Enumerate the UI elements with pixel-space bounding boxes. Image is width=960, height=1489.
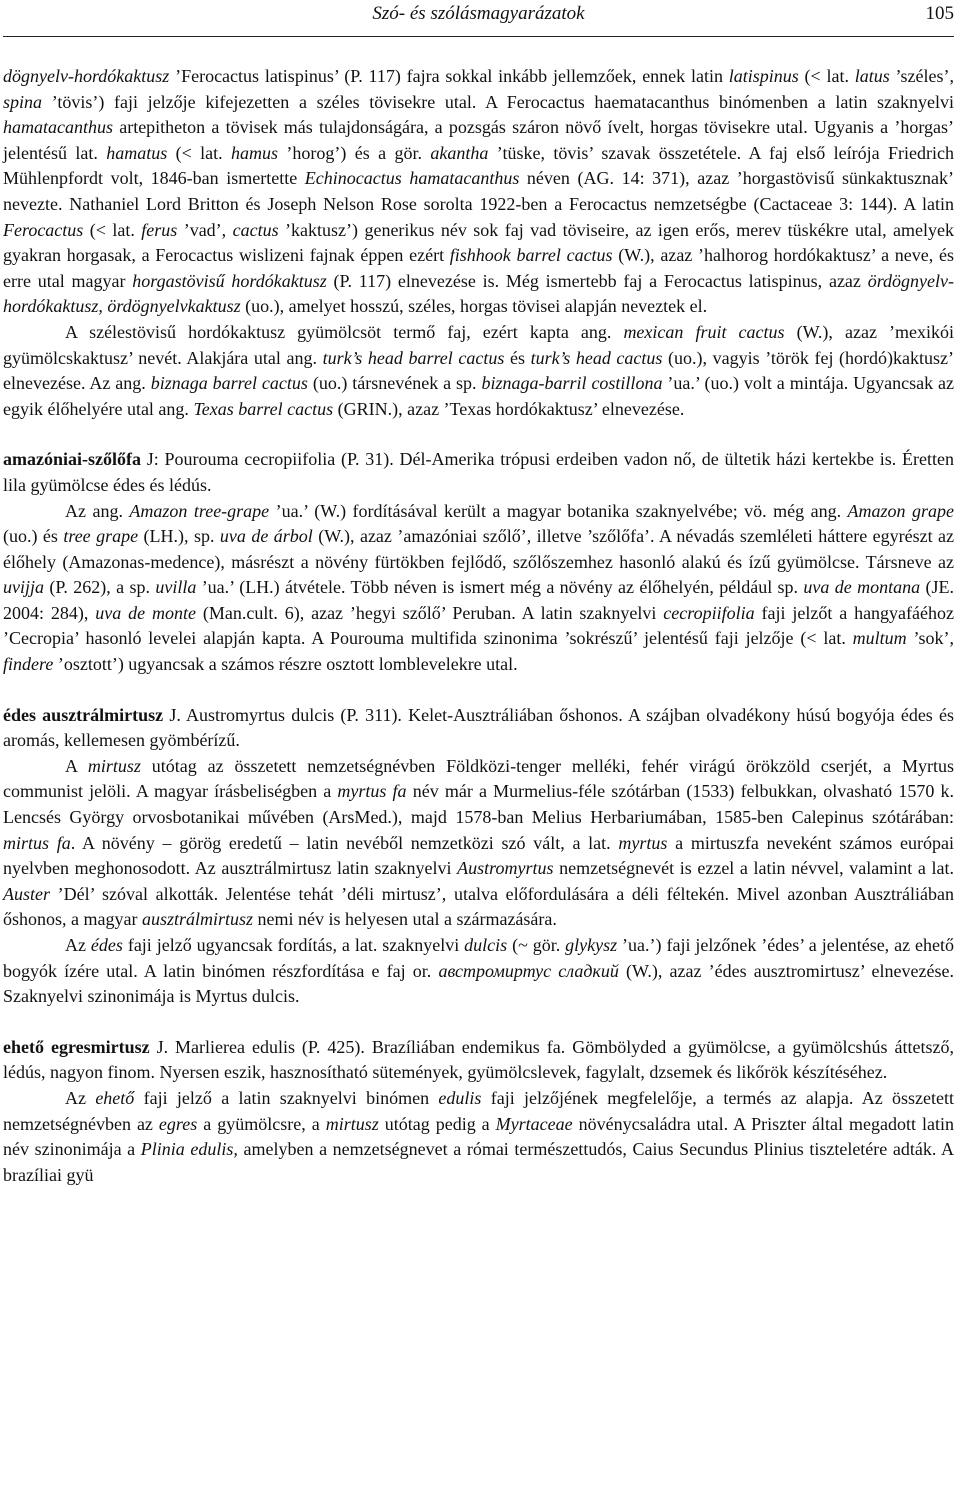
- text-run: (W.), azaz ’mexikói gyümölcskaktusz’ nevét. Alakjára utal ang.: [3, 321, 954, 368]
- body-text: [3, 37, 954, 1188]
- italic-term: uva de montana: [803, 577, 921, 598]
- italic-term: Texas barrel cactus: [193, 398, 334, 419]
- entry-headword: amazóniai-szőlőfa: [3, 449, 141, 470]
- italic-term: австромиртус сладкий: [438, 960, 619, 981]
- italic-term: horgastövisű hordókaktusz: [132, 270, 327, 291]
- text-run: Az: [65, 1087, 96, 1108]
- italic-term: akantha: [430, 142, 489, 163]
- italic-term: mexican fruit cactus: [623, 321, 785, 342]
- italic-term: cecropiifolia: [663, 602, 755, 623]
- text-run: ’Ferocactus latispinus’ (P. 117) fajra sokkal inkább jellemzőek, ennek latin: [169, 66, 729, 86]
- italic-term: uva de árbol: [219, 526, 313, 547]
- italic-term: mirtusz: [325, 1113, 379, 1134]
- text-run: (< lat.: [798, 66, 855, 86]
- italic-term: uva de monte: [95, 602, 196, 623]
- text-run: (~ gör.: [507, 935, 566, 955]
- text-run: ’sok’,: [906, 628, 955, 649]
- text-run: ’kaktusz’) generikus név sok faj vad töviseire, az igen erős, merev tüskékre utal, amelyek gyakran horgasak, a Ferocactus wislizeni fajnak éppen ezért: [3, 219, 954, 266]
- text-run: nemi név is helyesen utal a származására.: [253, 909, 557, 930]
- text-run: ’ua.’ (uo.) volt a mintája. Ugyancsak az egyik élőhelyére utal ang.: [3, 373, 955, 419]
- italic-term: tree grape: [63, 526, 139, 547]
- italic-term: édes: [90, 935, 123, 955]
- text-run: (JE. 2004: 284),: [3, 577, 954, 623]
- text-run: (uo.), vagyis ’török fej (hordó)kaktusz’ elnevezése. Az ang.: [3, 347, 955, 394]
- italic-term: findere: [3, 654, 54, 675]
- italic-term: mirtus fa: [3, 832, 71, 853]
- italic-term: hamus: [231, 142, 279, 163]
- text-run: nemzetségnevét is ezzel a latin névvel, valamint a lat.: [553, 858, 954, 879]
- italic-term: dulcis: [464, 935, 508, 955]
- text-run: utótag az összetett nemzetségnévben Földközi-tenger melléki, fehér virágú örökzöld cserjét, a Myrtus communist jelöli. A magyar írásbeliségben a: [3, 755, 954, 802]
- text-run: ’széles’,: [889, 66, 955, 86]
- text-run: ’tövis’) faji jelzője kifejezetten a széles tövisekre utal. A Ferocactus haematacanthus binómenben a latin szaknyelvi: [42, 91, 954, 112]
- paragraph: [3, 499, 954, 678]
- italic-term: uvilla: [155, 577, 197, 598]
- italic-term: Ferocactus: [3, 219, 84, 240]
- text-run: J. Austromyrtus dulcis (P. 311). Kelet-Ausztráliában őshonos. A szájban olvadékony húsú bogyója édes és aromás, kellemesen gyömbérízű.: [3, 704, 954, 751]
- italic-term: Myrtaceae: [495, 1113, 573, 1134]
- dictionary-entry: [3, 1035, 954, 1086]
- text-run: faji jelzőjének megfelelője, a termés az alapja. Az összetett nemzetségnévben az: [3, 1087, 955, 1134]
- italic-term: myrtus fa: [337, 781, 407, 802]
- text-run: amelyben a nemzetségnevet a római természettudós, Caius Secundus Plinius tiszteletére adták. A brazíliai gyü: [3, 1139, 954, 1185]
- entry-headword: ehető egresmirtusz: [3, 1036, 150, 1057]
- italic-term: ausztrálmirtusz: [141, 909, 254, 930]
- text-run: artepitheton a tövisek más tulajdonságára, a pozsgás száron növő ívelt, horgas tövisekre utal. Ugyanis a ’horgas’ jelentésű lat.: [3, 117, 954, 163]
- italic-term: Austromyrtus: [457, 858, 554, 879]
- italic-term: biznaga-barril costillona: [481, 373, 663, 394]
- text-run: (uo.), amelyet hosszú, széles, horgas tövisei alapján neveztek el.: [240, 296, 708, 317]
- italic-term: myrtus: [618, 832, 668, 853]
- italic-term: mirtusz: [87, 755, 141, 776]
- italic-term: turk’s head barrel cactus: [322, 347, 505, 368]
- text-run: ’ua.’ (W.) fordításával került a magyar botanika szaknyelvébe; vö. még ang.: [269, 500, 848, 521]
- text-run: a gyümölcsre, a: [197, 1113, 326, 1134]
- text-run: ’vad’,: [177, 219, 233, 240]
- text-run: A: [65, 755, 88, 776]
- italic-term: cactus: [232, 219, 279, 240]
- paragraph: [3, 64, 954, 320]
- text-run: faji jelző a latin szaknyelvi binómen: [134, 1087, 439, 1108]
- running-head: [3, 0, 954, 37]
- text-run: (uo.) társnevének a sp.: [307, 373, 482, 394]
- text-run: . A növény – görög eredetű – latin nevéből nemzetközi szó vált, a lat.: [70, 832, 619, 853]
- text-run: (Man.cult. 6), azaz ’hegyi szőlő’ Peruban. A latin szaknyelvi: [195, 602, 664, 623]
- text-run: ’ua.’ (LH.) átvétele. Több néven is ismert még a növény az élőhelyén, például sp.: [196, 577, 804, 598]
- italic-term: latus: [854, 66, 890, 86]
- text-run: J. Marlierea edulis (P. 425). Brazíliában endemikus fa. Gömbölyded a gyümölcse, a gyümölcshús áttetsző, lédús, nagyon finom. Nyersen eszik, hasznosítható sütemények, gyümölcslevek, fagylalt, dzsemek és likőrök készítéséhez.: [3, 1036, 954, 1083]
- text-run: (W.), azaz ’halhorog hordókaktusz’ a neve, és erre utal magyar: [3, 245, 955, 291]
- text-run: növénycsaládra utal. A Priszter által megadott latin név szinonimája a: [3, 1113, 954, 1160]
- italic-term: Amazon grape: [847, 500, 955, 521]
- italic-term: Auster: [3, 883, 50, 904]
- text-run: név már a Murmelius-féle szótárban (1533) felbukkan, olvasható 1570 k. Lencsés György orvosbotanikai művében (ArsMed.), majd 1578-ban Melius Herbariumában, 1585-ben Calepinus szótárában:: [3, 781, 955, 828]
- text-run: ’horog’) és a gör.: [278, 142, 431, 163]
- italic-term: hamatacanthus: [3, 117, 113, 138]
- text-run: faji jelző ugyancsak fordítás, a lat. szaknyelvi: [122, 935, 465, 955]
- italic-term: turk’s head cactus: [530, 347, 663, 368]
- italic-term: Amazon tree-grape: [129, 500, 270, 521]
- text-run: utótag pedig a: [378, 1113, 496, 1134]
- text-run: a mirtuszfa neveként számos európai nyelvben meghonosodott. Az ausztrálmirtusz latin szaknyelvi: [3, 832, 954, 879]
- italic-term: spina: [3, 91, 43, 112]
- text-run: Az: [65, 935, 91, 955]
- dictionary-entry: [3, 447, 954, 498]
- italic-term: biznaga barrel cactus: [150, 373, 308, 394]
- entry-headword: édes ausztrálmirtusz: [3, 704, 164, 725]
- italic-term: ferus: [141, 219, 178, 240]
- page-number: 105: [925, 3, 954, 24]
- paragraph: [3, 1086, 954, 1188]
- text-run: ’osztott’) ugyancsak a számos részre osztott lomblevelekre utal.: [53, 654, 518, 675]
- italic-term: uvijja: [3, 577, 44, 598]
- text-run: néven (AG. 14: 371), azaz ’horgastövisű sünkaktusznak’ nevezte. Nathaniel Lord Britton és Joseph Nelson Rose sorolta 1922-ben a Ferocactus nemzetségbe (Cactaceae 3: 144). A latin: [3, 168, 954, 214]
- paragraph: [3, 933, 954, 1010]
- text-run: A szélestövisű hordókaktusz gyümölcsöt termő faj, ezért kapta ang.: [65, 321, 624, 342]
- text-run: (W.), azaz ’édes ausztromirtusz’ elnevezése. Szaknyelvi szinonimája is Myrtus dulcis.: [3, 960, 954, 1007]
- italic-term: edulis: [438, 1087, 482, 1108]
- text-run: (uo.) és: [3, 526, 64, 547]
- italic-term: Echinocactus hamatacanthus: [304, 168, 520, 189]
- italic-term: ehető: [95, 1087, 135, 1108]
- text-run: faji jelzőt a hangyafáéhoz ’Cecropia’ hasonló levelei alapján kapta. A Pourouma multifida szinonima ’sokrészű’ jelentésű faji jelzője (< lat.: [3, 602, 955, 649]
- italic-term: dögnyelv-hordókaktusz: [3, 66, 170, 86]
- text-run: ’ua.’) faji jelzőnek ’édes’ a jelentése, az ehető bogyók ízére utal. A latin binómen részfordítása e faj or.: [3, 935, 954, 981]
- dictionary-entry: [3, 703, 954, 754]
- italic-term: multum: [852, 628, 907, 649]
- text-run: (GRIN.), azaz ’Texas hordókaktusz’ elnevezése.: [333, 398, 685, 419]
- text-run: ’tüske, tövis’ szavak összetétele. A faj első leírója Friedrich Mühlenpfordt volt, 1846-ban ismertette: [3, 142, 955, 189]
- italic-term: latispinus: [728, 66, 799, 86]
- paragraph: [3, 754, 954, 933]
- text-run: ’Dél’ szóval alkották. Jelentése tehát ’déli mirtusz’, utalva előfordulására a déli féltekén. Mivel azonban Ausztráliában őshonos, a magyar: [3, 883, 954, 930]
- text-run: (P. 262), a sp.: [44, 577, 156, 598]
- italic-term: fishhook barrel cactus: [449, 245, 613, 266]
- text-run: (< lat.: [83, 219, 142, 240]
- text-run: (< lat.: [167, 142, 232, 163]
- italic-term: hamatus: [106, 142, 168, 163]
- text-run: (LH.), sp.: [138, 526, 220, 547]
- italic-term: glykysz: [565, 935, 618, 955]
- italic-term: Plinia edulis,: [140, 1139, 238, 1160]
- italic-term: egres: [158, 1113, 198, 1134]
- italic-term: ördögnyelv-hordókaktusz, ördögnyelvkaktusz: [3, 270, 954, 317]
- text-run: (P. 117) elnevezése is. Még ismertebb faj a Ferocactus latispinus, azaz: [326, 270, 868, 291]
- text-run: és: [504, 347, 531, 368]
- paragraph: [3, 320, 954, 422]
- running-head-title: Szó- és szólásmagyarázatok: [372, 3, 585, 24]
- text-run: Az ang.: [65, 500, 130, 521]
- text-run: J: Pourouma cecropiifolia (P. 31). Dél-Amerika trópusi erdeiben vadon nő, de ültetik házi kertekbe is. Éretten lila gyümölcse édes és lédús.: [3, 449, 954, 495]
- text-run: (W.), azaz ’amazóniai szőlő’, illetve ’szőlőfa’. A névadás szemléleti háttere egyrészt az élőhely (Amazonas-medence), másrészt a növény fürtökben fejlődő, szőlőszemhez hasonló alakú és ízű gyümölcse. Társneve az: [3, 526, 955, 572]
